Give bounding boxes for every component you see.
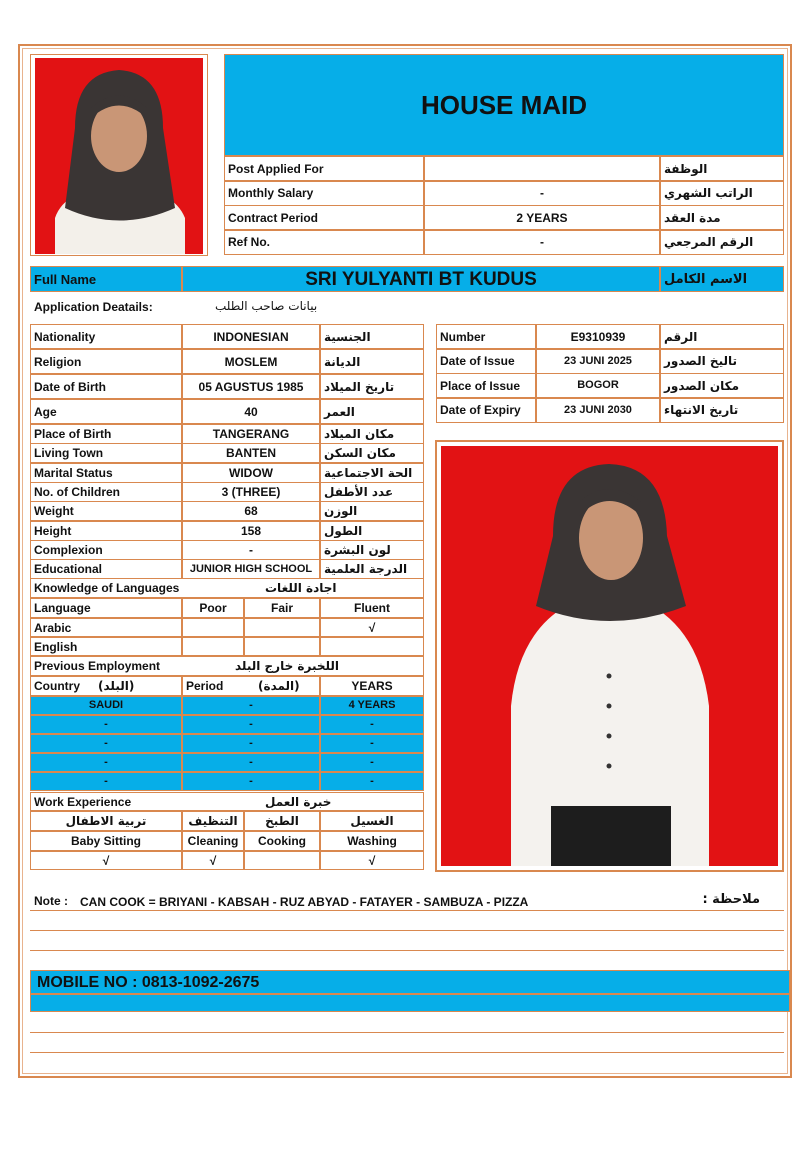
detail-label: Weight — [30, 501, 182, 521]
detail-arabic: الطول — [320, 521, 424, 541]
header-label: Post Applied For — [224, 156, 424, 181]
detail-arabic: الوزن — [320, 501, 424, 521]
detail-arabic: الدرجة العلمية — [320, 559, 424, 579]
employment-country: - — [30, 715, 182, 734]
passport-value: E9310939 — [536, 324, 660, 349]
passport-arabic: مكان الصدور — [660, 373, 784, 398]
language-fair — [244, 618, 320, 637]
mobile-number: MOBILE NO : 0813-1092-2675 — [37, 974, 260, 991]
mobile-bar — [30, 970, 790, 994]
header-label: Contract Period — [224, 205, 424, 230]
detail-value: - — [182, 540, 320, 560]
work-arabic: تربية الاطفال — [30, 811, 182, 831]
note-arabic: ملاحظة : — [702, 892, 760, 907]
detail-value: 3 (THREE) — [182, 482, 320, 502]
language-fluent — [320, 637, 424, 656]
employment-years: - — [320, 715, 424, 734]
detail-label: Marital Status — [30, 463, 182, 483]
detail-label: Nationality — [30, 324, 182, 349]
detail-label: Living Town — [30, 443, 182, 463]
detail-arabic: مكان الميلاد — [320, 424, 424, 444]
portrait-photo-full — [441, 446, 778, 866]
passport-value: 23 JUNI 2030 — [536, 398, 660, 423]
page-title: HOUSE MAID — [420, 89, 588, 120]
employment-period: - — [182, 753, 320, 772]
language-name: English — [30, 637, 182, 656]
detail-label: Age — [30, 399, 182, 424]
languages-header: Poor — [182, 598, 244, 618]
header-label: Monthly Salary — [224, 181, 424, 206]
work-title: Work Experience — [30, 792, 424, 811]
work-skill: Washing — [320, 831, 424, 851]
language-fair — [244, 637, 320, 656]
title-banner — [224, 54, 784, 156]
detail-value: 68 — [182, 501, 320, 521]
detail-value: WIDOW — [182, 463, 320, 483]
languages-title-arabic: اجادة اللغات — [265, 581, 337, 595]
work-arabic: الغسيل — [320, 811, 424, 831]
detail-label: No. of Children — [30, 482, 182, 502]
detail-value: TANGERANG — [182, 424, 320, 444]
portrait-photo-small — [35, 58, 203, 254]
detail-value: BANTEN — [182, 443, 320, 463]
work-skill: Baby Sitting — [30, 831, 182, 851]
detail-arabic: لون البشرة — [320, 540, 424, 560]
fullname-arabic: الاسم الكامل — [660, 266, 784, 292]
employment-country: - — [30, 753, 182, 772]
header-value: - — [424, 230, 660, 255]
employment-country: SAUDI — [30, 696, 182, 715]
employment-header-period: Period — [182, 676, 320, 696]
header-arabic: مدة العقد — [660, 205, 784, 230]
detail-arabic: مكان السكن — [320, 443, 424, 463]
fullname-value: SRI YULYANTI BT KUDUS — [182, 266, 660, 292]
detail-label: Date of Birth — [30, 374, 182, 399]
detail-arabic: عدد الأطفل — [320, 482, 424, 502]
employment-title-arabic: اللخبرة خارج البلد — [235, 659, 340, 673]
detail-value: 40 — [182, 399, 320, 424]
detail-label: Educational — [30, 559, 182, 579]
languages-header: Language — [30, 598, 182, 618]
work-title-arabic: خبرة العمل — [265, 794, 332, 809]
detail-arabic: الحة الاجتماعية — [320, 463, 424, 483]
work-skill: Cooking — [244, 831, 320, 851]
blue-bar-2 — [30, 994, 790, 1012]
detail-label: Place of Birth — [30, 424, 182, 444]
passport-arabic: تاريخ الانتهاء — [660, 398, 784, 423]
employment-country: - — [30, 734, 182, 753]
employment-period: - — [182, 696, 320, 715]
detail-arabic: تاريخ الميلاد — [320, 374, 424, 399]
work-check: √ — [30, 851, 182, 870]
passport-arabic: الرقم — [660, 324, 784, 349]
application-arabic: بيانات صاحب الطلب — [215, 299, 318, 313]
header-value — [424, 156, 660, 181]
language-name: Arabic — [30, 618, 182, 637]
employment-years: - — [320, 734, 424, 753]
language-fluent: √ — [320, 618, 424, 637]
employment-header-country-arabic: (البلد) — [98, 679, 135, 693]
header-value: - — [424, 181, 660, 206]
employment-years: - — [320, 753, 424, 772]
employment-period: - — [182, 715, 320, 734]
detail-label: Religion — [30, 349, 182, 374]
languages-header: Fluent — [320, 598, 424, 618]
employment-country: - — [30, 772, 182, 791]
work-arabic: التنظيف — [182, 811, 244, 831]
header-value: 2 YEARS — [424, 205, 660, 230]
work-arabic: الطبخ — [244, 811, 320, 831]
work-check — [244, 851, 320, 870]
work-check: √ — [320, 851, 424, 870]
header-label: Ref No. — [224, 230, 424, 255]
languages-header: Fair — [244, 598, 320, 618]
passport-label: Date of Expiry — [436, 398, 536, 423]
detail-value: 05 AGUSTUS 1985 — [182, 374, 320, 399]
passport-arabic: تاليخ الصدور — [660, 349, 784, 374]
passport-value: 23 JUNI 2025 — [536, 349, 660, 374]
passport-label: Date of Issue — [436, 349, 536, 374]
header-arabic: الراتب الشهري — [660, 181, 784, 206]
employment-period: - — [182, 734, 320, 753]
detail-value: 158 — [182, 521, 320, 541]
detail-value: MOSLEM — [182, 349, 320, 374]
detail-label: Height — [30, 521, 182, 541]
work-check: √ — [182, 851, 244, 870]
application-label: Application Deatails: — [34, 300, 153, 314]
language-poor — [182, 618, 244, 637]
note-label: Note : — [34, 894, 68, 908]
header-arabic: الوظفة — [660, 156, 784, 181]
employment-years: - — [320, 772, 424, 791]
passport-label: Number — [436, 324, 536, 349]
employment-header-country: Country — [30, 676, 182, 696]
work-skill: Cleaning — [182, 831, 244, 851]
employment-header-years: YEARS — [320, 676, 424, 696]
detail-value: INDONESIAN — [182, 324, 320, 349]
language-poor — [182, 637, 244, 656]
detail-label: Complexion — [30, 540, 182, 560]
employment-years: 4 YEARS — [320, 696, 424, 715]
employment-title: Previous Employment — [30, 656, 424, 676]
fullname-label: Full Name — [30, 266, 182, 292]
detail-arabic: الجنسية — [320, 324, 424, 349]
detail-value: JUNIOR HIGH SCHOOL — [182, 559, 320, 579]
header-arabic: الرقم المرجعي — [660, 230, 784, 255]
employment-header-period-arabic: (المدة) — [258, 679, 300, 693]
languages-title: Knowledge of Languages — [30, 578, 424, 598]
detail-arabic: العمر — [320, 399, 424, 424]
employment-period: - — [182, 772, 320, 791]
note-text: CAN COOK = BRIYANI - KABSAH - RUZ ABYAD - FATAYER - SAMBUZA - PIZZA — [80, 895, 529, 909]
passport-label: Place of Issue — [436, 373, 536, 398]
passport-value: BOGOR — [536, 373, 660, 398]
detail-arabic: الديانة — [320, 349, 424, 374]
